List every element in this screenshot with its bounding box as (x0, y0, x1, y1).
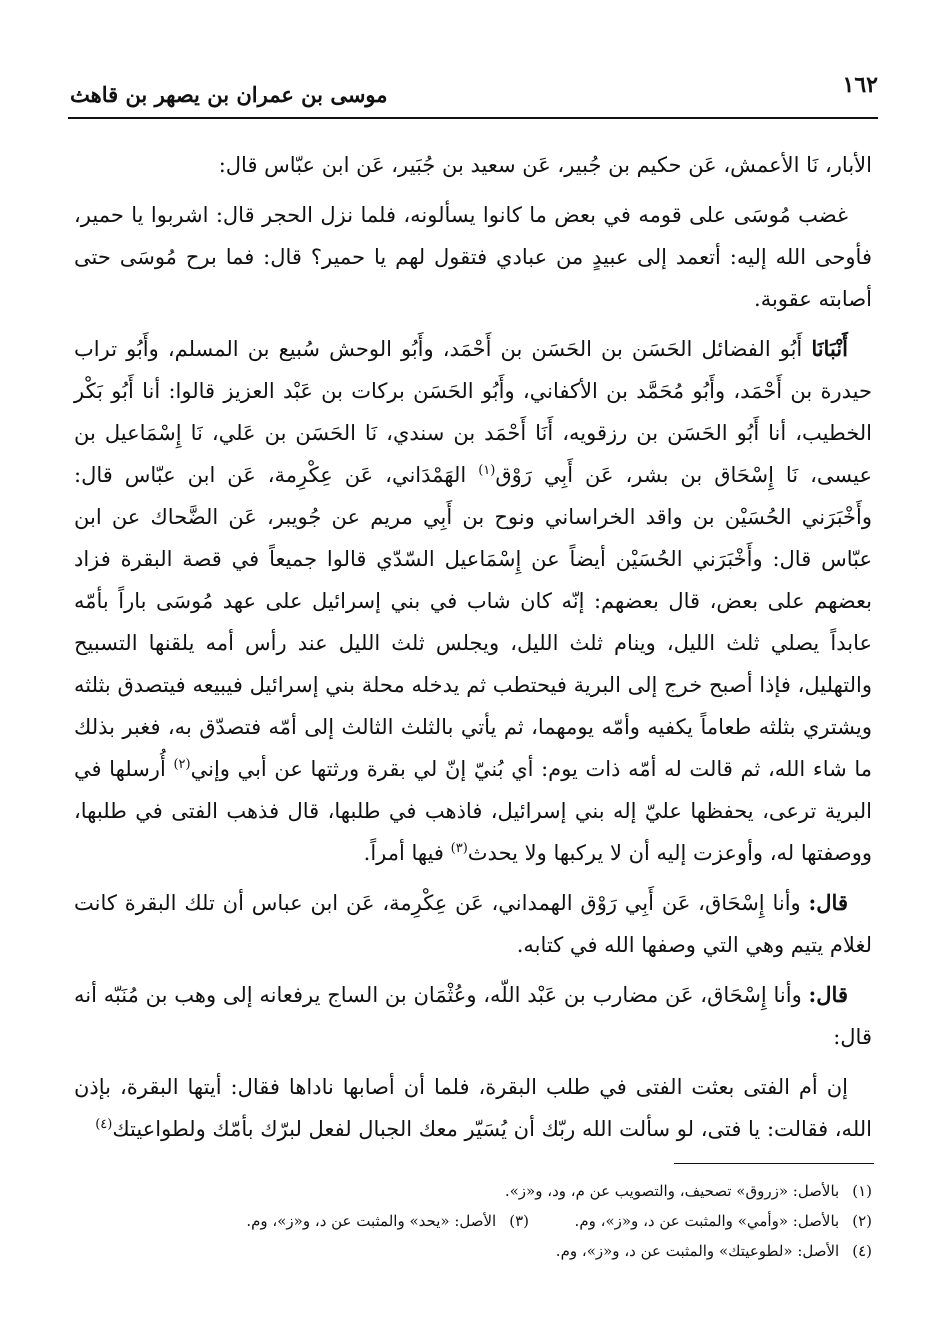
footnotes (140, 1176, 872, 1266)
paragraph (74, 974, 872, 1058)
paragraph (74, 882, 872, 966)
footnote (140, 1176, 872, 1206)
footnote-number: (٣) (509, 1212, 529, 1230)
paragraph-text: الهَمْدَاني، عَن عِكْرِمة، عَن ابن عبّاس قال: وأَخْبَرَني الحُسَيْن بن واقد الخراساني ونوح بن أَبِي مريم عن جُويبر، عَن الضَّحاك عن ابن عبّاس قال: وأَخْبَرَني الحُسَيْن أيضاً عن إِسْمَاعيل السّدّي قالوا جميعاً في قصة البقرة فزاد بعضهم على بعض، قال بعضهم: إنّه كان شاب في بني إسرائيل على عهد مُوسَى باراً بأمّه عابداً يصلي ثلث الليل، وينام ثلث الليل، ويجلس ثلث الليل عند رأس أمه يلقنها التسبيح والتهليل، فإذا أصبح خرج إلى البرية فيحتطب ثم يدخله محلة بني إسرائيل فيبيعه فيتصدق بثلثه ويشتري بثلثه طعاماً يكفيه وأمّه يومهما، ثم يأتي بالثلث الثالث إلى أمّه فتصدّق به، فغبر بذلك ما شاء الله، ثم قالت له أمّه ذات يوم: أي بُنيّ إنّ لي بقرة ورثتها عن أبي وإني (74, 463, 872, 781)
footnote-ref: (٤) (95, 1117, 113, 1132)
paragraph-lead: قال: (808, 982, 848, 1007)
page-header (70, 62, 878, 114)
paragraph (74, 1066, 872, 1150)
paragraph-text: وأنا إِسْحَاق، عَن مضارب بن عَبْد اللّه، وعُثْمَان بن الساج يرفعانه إلى وهب بن مُنَبّه أنه قال: (74, 983, 872, 1049)
running-title: موسى بن عمران بن يصهر بن قاهث (70, 82, 388, 107)
footnote-text: الأصل: «لطوعيتك» والمثبت عن د، و«ز»، وم. (555, 1242, 840, 1260)
footnote-divider (674, 1163, 874, 1164)
paragraph-lead: أَنْبَانَا (811, 336, 848, 361)
footnote-text: الأصل: «يحد» والمثبت عن د، و«ز»، وم. (246, 1212, 497, 1230)
paragraph (74, 328, 872, 874)
paragraph-text: وأنا إِسْحَاق، عَن أَبِي رَوْق الهمداني، عَن عِكْرِمة، عَن ابن عباس أن تلك البقرة كانت لغلام يتيم وهي التي وصفها الله في كتابه. (74, 891, 872, 957)
paragraph-text: أَبُو الفضائل الحَسَن بن الحَسَن بن أَحْمَد، وأَبُو الوحش سُبيع بن المسلم، وأَبُو تراب حيدرة بن أَحْمَد، وأَبُو مُحَمَّد بن الأكفاني، وأَبُو الحَسَن بركات بن عَبْد العزيز قالوا: أنا أَبُو بَكْر الخطيب، أنا أَبُو الحَسَن بن رزقويه، أَنَا أَحْمَد بن سندي، نَا الحَسَن بن عَلي، نَا إِسْمَاعيل بن عيسى، نَا إِسْحَاق بن بشر، عَن أَبِي رَوْق (74, 337, 872, 487)
page-number: ١٦٢ (842, 72, 878, 98)
footnote-ref: (٢) (173, 757, 191, 772)
paragraph-text: الأبار، نَا الأعمش، عَن حكيم بن جُبير، عَن سعيد بن جُبَير، عَن ابن عبّاس قال: (218, 153, 872, 177)
paragraph-text: غضب مُوسَى على قومه في بعض ما كانوا يسألونه، فلما نزل الحجر قال: اشربوا يا حمير، فأوحى الله إليه: أتعمد إلى عبيدٍ من عبادي فتقول لهم يا حمير؟ قال: فما برح مُوسَى حتى أصابته عقوبة. (74, 203, 872, 311)
paragraph-text: فيها أمراً. (363, 841, 444, 865)
footnote (140, 1236, 872, 1266)
paragraph (74, 194, 872, 320)
footnote (140, 1206, 872, 1236)
footnote-number: (٢) (852, 1212, 872, 1230)
footnote-number: (١) (852, 1182, 872, 1200)
footnote-number: (٤) (852, 1242, 872, 1260)
footnote-text: بالأصل: «زروق» تصحيف، والتصويب عن م، ود، و«ز». (504, 1182, 840, 1200)
paragraph-lead: قال: (808, 890, 848, 915)
footnote-ref: (٣) (450, 841, 468, 856)
paragraph (74, 144, 872, 186)
paragraph-text: أُرسلها في البرية ترعى، يحفظها عليّ إله بني إسرائيل، فاذهب في طلبها، قال فذهب الفتى في طلبها، ووصفتها له، وأوعزت إليه أن لا يركبها ولا يحدث (74, 757, 872, 865)
footnote-ref: (١) (478, 463, 496, 478)
main-text (74, 144, 872, 1158)
footnote-text: بالأصل: «وأمي» والمثبت عن د، و«ز»، وم. (574, 1212, 840, 1230)
header-divider (68, 117, 878, 119)
paragraph-text: إن أم الفتى بعثت الفتى في طلب البقرة، فلما أن أصابها ناداها فقال: أيتها البقرة، بإذن الله، فقالت: يا فتى، لو سألت الله ربّك أن يُسَيّر معك الجبال لفعل لبرّك بأمّك ولطواعيتك (74, 1075, 872, 1141)
